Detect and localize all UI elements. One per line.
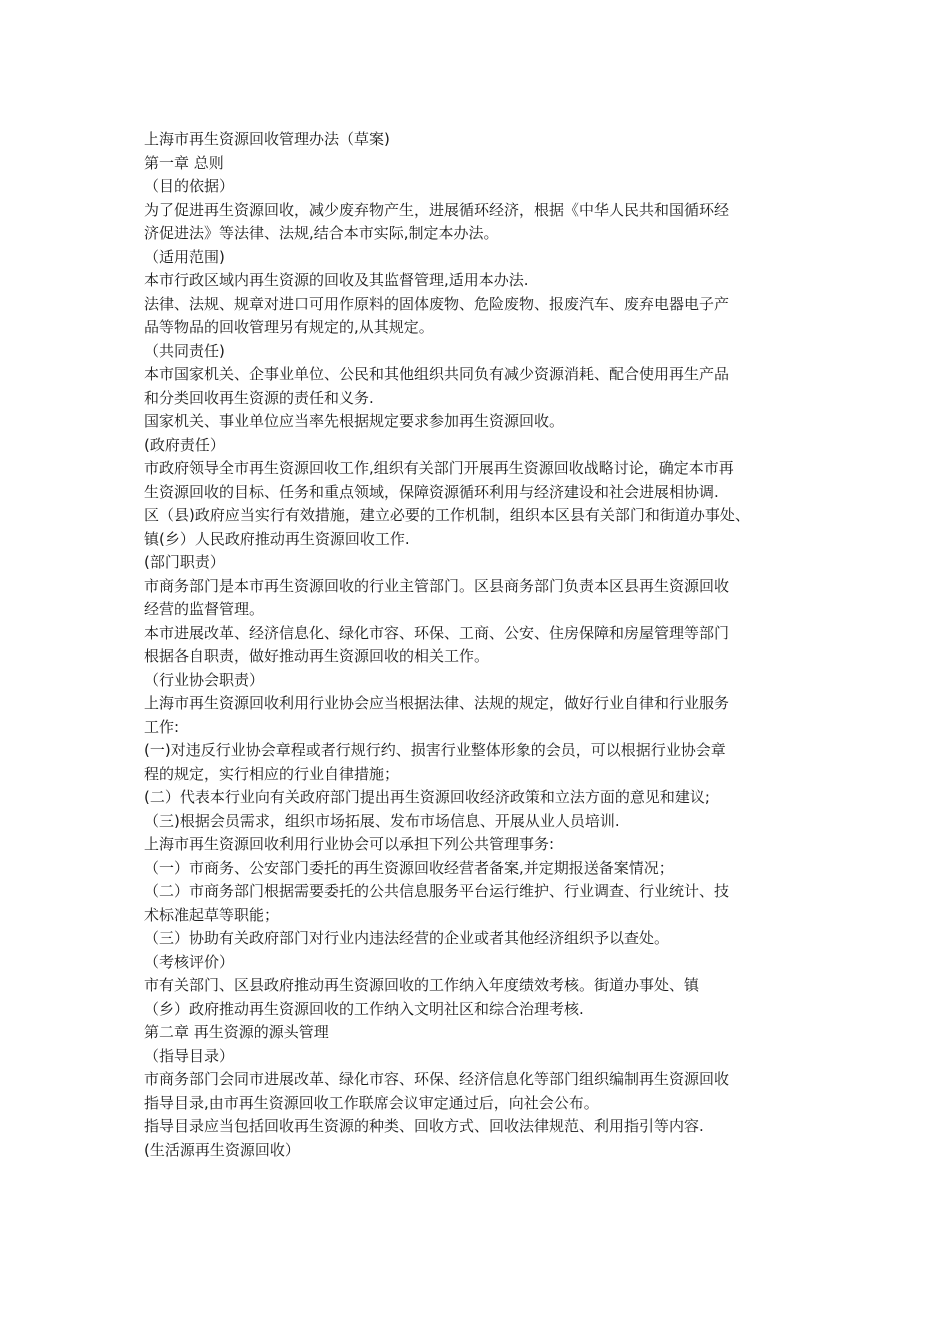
document-line: 指导目录,由市再生资源回收工作联席会议审定通过后，向社会公布。	[144, 1093, 599, 1112]
document-line: 上海市再生资源回收利用行业协会可以承担下列公共管理事务:	[144, 835, 555, 853]
document-line: （三）协助有关政府部门对行业内违法经营的企业或者其他经济组织予以查处。	[144, 929, 670, 947]
document-line: （行业协会职责）	[144, 670, 265, 689]
document-line: 上海市再生资源回收管理办法（草案)	[144, 130, 390, 148]
document-line: 工作:	[144, 717, 180, 736]
document-line: 本市进展改革、经济信息化、绿化市容、环保、工商、公安、住房保障和房屋管理等部门	[144, 623, 730, 642]
document-line: 本市国家机关、企事业单位、公民和其他组织共同负有减少资源消耗、配合使用再生产品	[144, 365, 730, 383]
document-line: （三)根据会员需求，组织市场拓展、发布市场信息、开展从业人员培训.	[144, 811, 620, 830]
document-line: (部门职责）	[144, 553, 225, 571]
document-line: (一)对违反行业协会章程或者行规行约、损害行业整体形象的会员，可以根据行业协会章	[144, 741, 726, 759]
document-line: （适用范围)	[144, 247, 225, 266]
document-line: （指导目录）	[144, 1046, 235, 1065]
document-line: 根据各自职责，做好推动再生资源回收的相关工作。	[144, 647, 490, 665]
document-line: 和分类回收再生资源的责任和义务.	[144, 388, 374, 407]
document-line: 为了促进再生资源回收，减少废弃物产生，进展循环经济，根据《中华人民共和国循环经	[144, 200, 730, 219]
document-line: 市政府领导全市再生资源回收工作,组织有关部门开展再生资源回收战略讨论，确定本市再	[144, 459, 734, 477]
document-line: 第二章 再生资源的源头管理	[144, 1023, 329, 1041]
document-line: 生资源回收的目标、任务和重点领域，保障资源循环利用与经济建设和社会进展相协调.	[144, 482, 719, 501]
document-line: 术标准起草等职能；	[144, 905, 280, 924]
document-line: 上海市再生资源回收利用行业协会应当根据法律、法规的规定，做好行业自律和行业服务	[144, 694, 730, 712]
document-line: （二）市商务部门根据需要委托的公共信息服务平台运行维护、行业调查、行业统计、技	[144, 882, 730, 900]
document-line: 镇(乡）人民政府推动再生资源回收工作.	[144, 529, 410, 548]
document-line: 指导目录应当包括回收再生资源的种类、回收方式、回收法律规范、利用指引等内容.	[144, 1117, 704, 1135]
document-line: 济促进法》等法律、法规,结合本市实际,制定本办法。	[144, 224, 499, 242]
document-line: 第一章 总则	[144, 153, 224, 172]
document-line: （考核评价）	[144, 952, 235, 971]
document-line: （共同责任)	[144, 341, 225, 360]
document-line: 程的规定，实行相应的行业自律措施；	[144, 764, 400, 783]
document-line: 市商务部门会同市进展改革、绿化市容、环保、经济信息化等部门组织编制再生资源回收	[144, 1070, 730, 1088]
document-line: （一）市商务、公安部门委托的再生资源回收经营者备案,并定期报送备案情况；	[144, 858, 674, 877]
document-line: 区（县)政府应当实行有效措施，建立必要的工作机制，组织本区县有关部门和街道办事处、	[144, 506, 750, 524]
document-line: 经营的监督管理。	[144, 600, 265, 618]
document-line: (政府责任）	[144, 435, 225, 454]
document-line: 市有关部门、区县政府推动再生资源回收的工作纳入年度绩效考核。街道办事处、镇	[144, 976, 700, 994]
document-line: 本市行政区域内再生资源的回收及其监督管理,适用本办法.	[144, 271, 529, 289]
document-line: 市商务部门是本市再生资源回收的行业主管部门。区县商务部门负责本区县再生资源回收	[144, 576, 730, 595]
document-line: (二）代表本行业向有关政府部门提出再生资源回收经济政策和立法方面的意见和建议;	[144, 788, 710, 806]
document-line: 法律、法规、规章对进口可用作原料的固体废物、危险废物、报废汽车、废弃电器电子产	[144, 294, 730, 313]
document-line: （乡）政府推动再生资源回收的工作纳入文明社区和综合治理考核.	[144, 999, 584, 1018]
document-line: 国家机关、事业单位应当率先根据规定要求参加再生资源回收。	[144, 412, 565, 430]
document-line: 品等物品的回收管理另有规定的,从其规定。	[144, 318, 434, 336]
document-line: (生活源再生资源回收）	[144, 1140, 300, 1159]
document-line: （目的依据）	[144, 177, 235, 195]
document-body	[144, 128, 824, 1162]
